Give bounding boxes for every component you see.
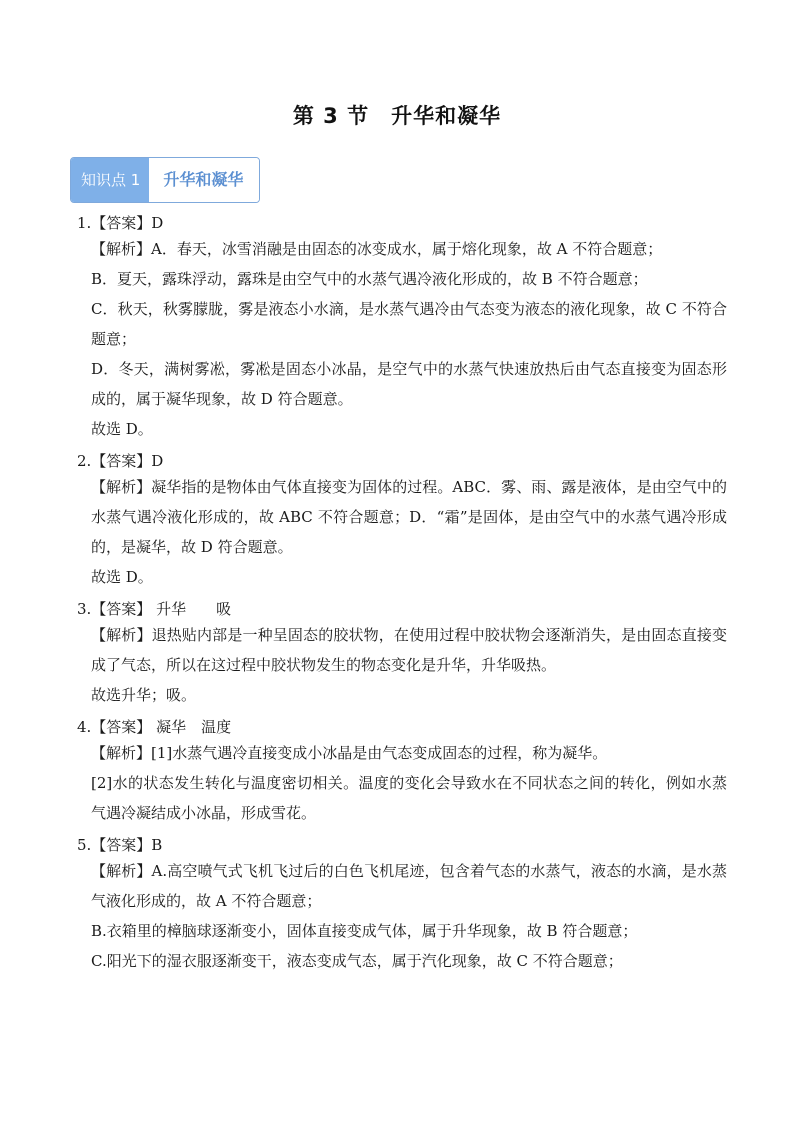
question-4-analysis-1: 【解析】[1]水蒸气遇冷直接变成小冰晶是由气态变成固态的过程，称为凝华。 — [91, 744, 608, 762]
question-1-option-b: B．夏天，露珠浮动，露珠是由空气中的水蒸气遇冷液化形成的，故 B 不符合题意； — [91, 270, 648, 288]
page-title: 第 3 节 升华和凝华 — [292, 104, 502, 128]
question-5-option-a: 【解析】A.高空喷气式飞机飞过后的白色飞机尾迹，包含着气态的水蒸气，液态的水滴，是水蒸气液化形成的，故 A 不符合题意； — [91, 862, 727, 910]
question-3-analysis: 【解析】退热贴内部是一种呈固态的胶状物，在使用过程中胶状物会逐渐消失，是由固态直接变成了气态，所以在这过程中胶状物发生的物态变化是升华，升华吸热。 — [91, 626, 727, 674]
question-4-analysis-2: [2]水的状态发生转化与温度密切相关。温度的变化会导致水在不同状态之间的转化，例如水蒸气遇冷凝结成小冰晶，形成雪花。 — [91, 774, 727, 822]
question-3-conclusion: 故选升华；吸。 — [91, 686, 197, 704]
question-5-answer: 5.【答案】B — [77, 836, 163, 854]
question-2-analysis: 【解析】凝华指的是物体由气体直接变为固体的过程。ABC．雾、雨、露是液体，是由空气中的水蒸气遇冷液化形成的，故 ABC 不符合题意；D．“霜”是固体，是由空气中的水蒸气遇冷形成的，是凝华，故 D 符合题意。 — [91, 478, 727, 556]
knowledge-point-header — [70, 157, 260, 203]
question-1-conclusion: 故选 D。 — [91, 420, 153, 438]
question-5-option-c: C.阳光下的湿衣服逐渐变干，液态变成气态，属于汽化现象，故 C 不符合题意； — [91, 952, 623, 970]
knowledge-point-label: 知识点 1 — [71, 158, 149, 202]
question-2-answer: 2.【答案】D — [77, 452, 164, 470]
question-5-option-b: B.衣箱里的樟脑球逐渐变小，固体直接变成气体，属于升华现象，故 B 符合题意； — [91, 922, 638, 940]
knowledge-point-topic: 升华和凝华 — [149, 158, 259, 202]
question-1-option-d: D．冬天，满树雾凇，雾凇是固态小冰晶，是空气中的水蒸气快速放热后由气态直接变为固态形成的，属于凝华现象，故 D 符合题意。 — [91, 360, 727, 408]
question-2-conclusion: 故选 D。 — [91, 568, 153, 586]
question-1-answer: 1.【答案】D — [77, 214, 164, 232]
question-3-answer: 3.【答案】 升华 吸 — [77, 600, 232, 618]
answer-list — [77, 212, 727, 976]
question-4-answer: 4.【答案】 凝华 温度 — [77, 718, 232, 736]
question-1-option-c: C．秋天，秋雾朦胧，雾是液态小水滴，是水蒸气遇冷由气态变为液态的液化现象，故 C 不符合题意； — [91, 300, 727, 348]
question-1-analysis: 【解析】A．春天，冰雪消融是由固态的冰变成水，属于熔化现象，故 A 不符合题意； — [91, 240, 663, 258]
